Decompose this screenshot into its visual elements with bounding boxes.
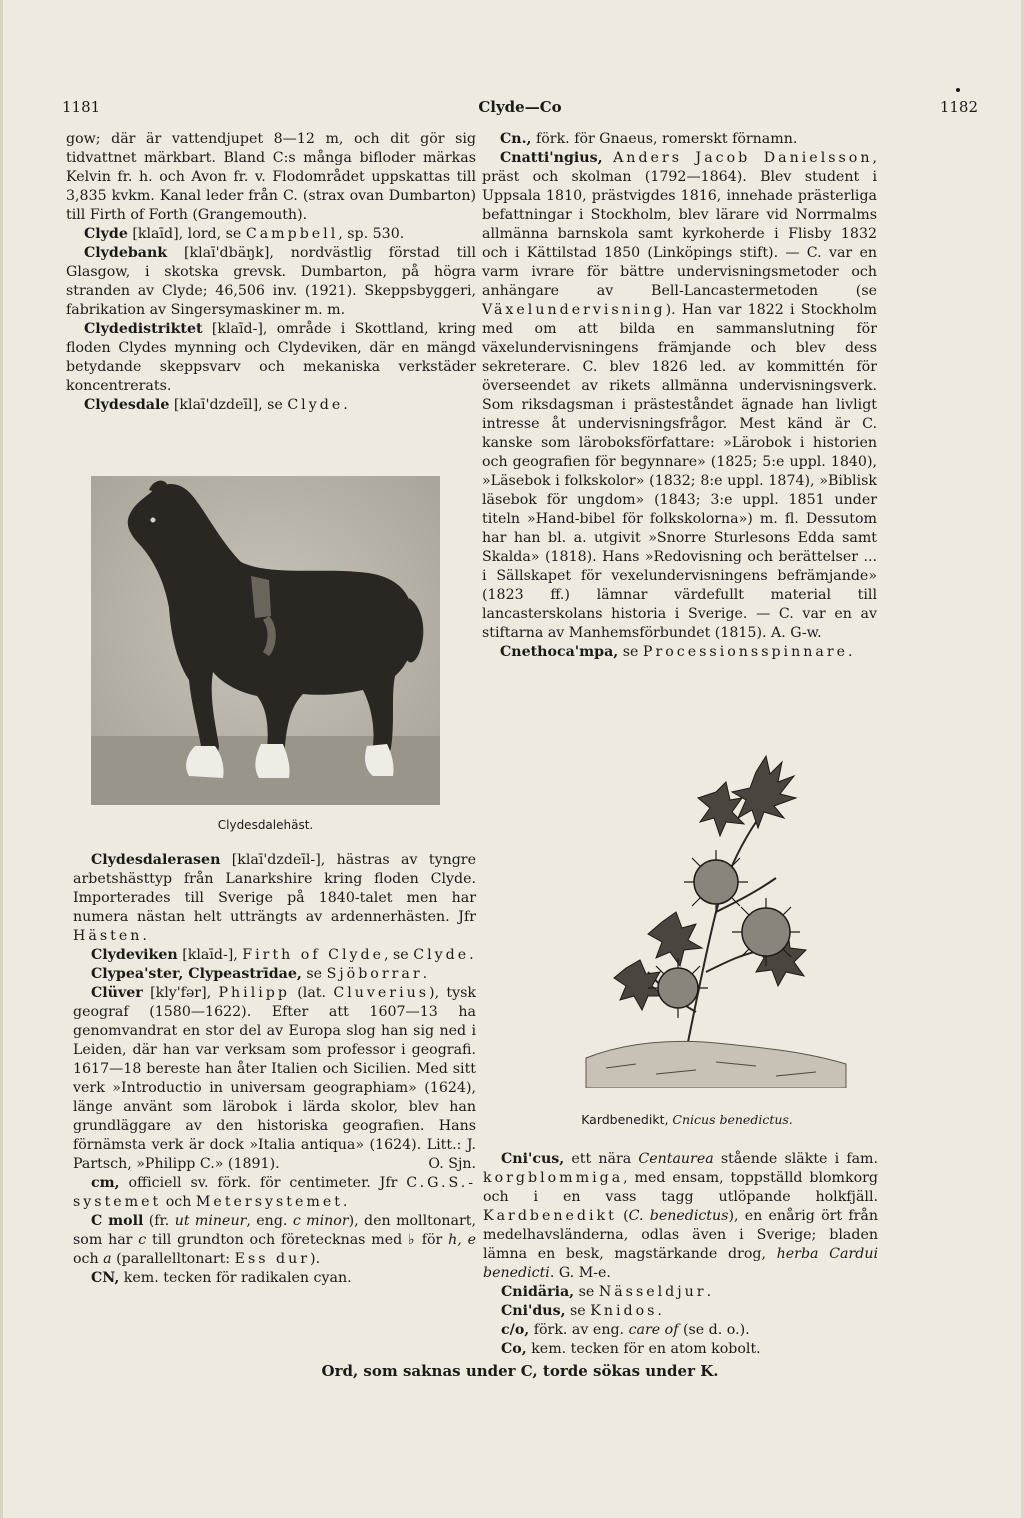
entry-clydebank: Clydebank [klaī'dbäŋk], nordvästlig förstad till Glasgow, i skotska grevsk. Dumbarton, på högra stranden av Clyde; 46,506 inv. (1921). Skeppsbyggeri, fabrikation av Singersymaskiner m. m. <box>66 245 476 318</box>
left-column-lower <box>73 851 476 1288</box>
left-column <box>66 130 476 415</box>
entry-cnethocampa: Cnethoca'mpa, se Processionsspinnare. <box>500 644 853 660</box>
footer-note: Ord, som saknas under C, torde sökas under K. <box>321 1362 719 1380</box>
page-number-left: 1181 <box>62 98 101 116</box>
cnicus-benedictus-illustration <box>566 752 856 1088</box>
page-title: Clyde—Co <box>478 98 562 116</box>
page-number-right: 1182 <box>939 98 978 116</box>
entry-clyde: Clyde [klaīd], lord, se Campbell, sp. 530. <box>84 226 405 242</box>
entry-cm: cm, officiell sv. förk. för centimeter. Jfr C.G.S.-systemet och Metersystemet. <box>73 1175 476 1210</box>
horse-caption: Clydesdalehäst. <box>217 818 314 832</box>
right-column-lower <box>483 1150 878 1359</box>
right-column <box>482 130 877 662</box>
entry-cnattingius: Cnatti'ngius, Anders Jacob Danielsson, präst och skolman (1792—1864). Blev student i Uppsala 1810, prästvigdes 1816, innehade prästerliga befattningar i Stockholm, blev lärare vid Norrmalms allmänna barnskola samt kyrkoherde i Flisby 1832 och i Kättilstad 1850 (Linköpings stift). — C. var en varm ivrare för bättre undervisningsmetoder och anhängare av Bell-Lancastermetoden (se Växelundervisning). Han var 1822 i Stockholm med om att bilda en sammanslutning för växelundervisningens främjande och blev dess sekreterare. C. blev 1826 led. av kommittén för överseendet av rikets allmänna undervisningsverk. Som riksdagsman i prästeståndet ägnade han livligt intresse åt undervisningsfrågor. Mest känd är C. kanske som läroboksförfattare: »Lärobok i historien och geografien för begynnare» (1825; 5:e uppl. 1840), »Läsebok i folkskolor» (1832; 8:e uppl. 1874), »Biblisk läsebok för ungdom» (1843; 3:e uppl. 1851 under titeln »Hand-bibel för folkskolorna») m. fl. Dessutom har han bl. a. utgivit »Snorre Sturlesons Edda samt Skalda» (1818). Hans »Redovisning och berättelser ... i Sällskapet för vexelundervisningens befrämjande» (1823 ff.) lämnar värdefullt material till lancasterskolans historia i Sverige. — C. var en av stiftarna av Manhemsförbundet (1815). A. G-w. <box>482 150 877 641</box>
entry-clypeaster: Clypea'ster, Clypeastrīdae, se Sjöborrar. <box>91 966 428 982</box>
entry-clydesdale: Clydesdale [klaī'dzdeīl], se Clyde. <box>84 397 348 413</box>
thistle-caption: Kardbenedikt, Cnicus benedictus. <box>581 1112 793 1127</box>
entry-clydesdalerasen: Clydesdalerasen [klaī'dzdeīl-], hästras av tyngre arbetshästtyp från Lanarkshire kring floden Clyde. Importerades till Sverige på 1840-talet men har numera nästan helt utträngts av ardennerhästen. Jfr Hästen. <box>73 852 476 944</box>
entry-clydedistriktet: Clydedistriktet [klaīd-], område i Skottland, kring floden Clydes mynning och Clydeviken, där en mängd betydande skeppsvarv och mekaniska verkstäder koncentrerats. <box>66 321 476 394</box>
entry-cnidus: Cni'dus, se Knidos. <box>501 1303 662 1319</box>
running-head <box>62 98 978 120</box>
paragraph-gow: gow; där är vattendjupet 8—12 m, och dit gör sig tidvattnet märkbart. Bland C:s många bifloder märkas Kelvin fr. h. och Avon fr. v. Flodområdet uppskattas till 3,835 kvkm. Kanal leder från C. (strax ovan Dumbarton) till Firth of Forth (Grangemouth). <box>66 131 476 223</box>
entry-clydeviken: Clydeviken [klaīd-], Firth of Clyde, se Clyde. <box>91 947 474 963</box>
ink-speck <box>956 88 960 92</box>
entry-care-of: c/o, förk. av eng. care of (se d. o.). <box>501 1322 750 1338</box>
entry-cn-gnaeus: Cn., förk. för Gnaeus, romerskt förnamn. <box>500 131 798 147</box>
entry-cobalt: Co, kem. tecken för en atom kobolt. <box>501 1341 761 1357</box>
entry-c-moll: C moll (fr. ut mineur, eng. c minor), den molltonart, som har c till grundton och företecknas med ♭ för h, e och a (parallelltonart: Ess dur). <box>73 1213 476 1267</box>
entry-cluver: Clüver [kly'fər], Philipp (lat. Cluverius), tysk geograf (1580—1622). Efter att 1607—13 ha genomvandrat en stor del av Europa slog han sig ned i Leiden, där han var verksam som professor i geografi. 1617—18 bereste han åter Italien och Sicilien. Med sitt verk »Introductio in universam geographiam» (1624), länge använt som lärobok i lärda skolor, blev han grundläggare av den historiska geografien. Hans förnämsta verk är dock »Italia antiqua» (1624). Litt.: J. Partsch, »Philipp C.» (1891). O. Sjn. <box>73 985 476 1172</box>
entry-cn-cyan: CN, kem. tecken för radikalen cyan. <box>91 1270 352 1286</box>
clydesdale-horse-photo <box>91 476 440 805</box>
entry-cnicus: Cni'cus, ett nära Centaurea stående släkte i fam. korgblommiga, med ensam, toppställd blomkorg och i en vass tagg utlöpande holkfjäll. Kardbenedikt (C. benedictus), en enårig ört från medelhavsländerna, odlas även i Sverige; bladen lämna en besk, magstärkande drog, herba Cardui benedicti. G. M-e. <box>483 1151 878 1281</box>
entry-cnidaria: Cnidäria, se Nässeldjur. <box>501 1284 712 1300</box>
